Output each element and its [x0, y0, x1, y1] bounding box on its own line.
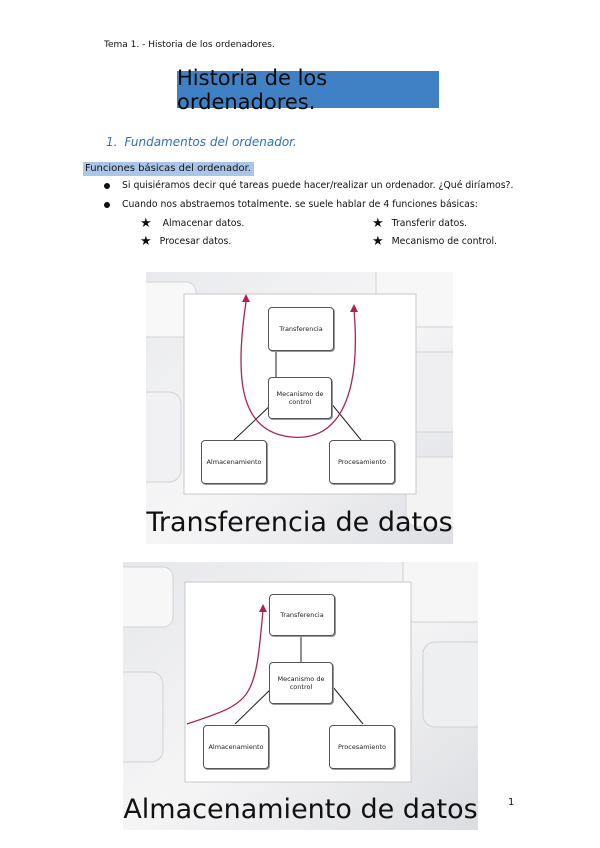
section-title: Fundamentos del ordenador.	[124, 135, 297, 149]
figure-almacenamiento	[123, 562, 478, 830]
function-text: Almacenar datos.	[162, 218, 245, 229]
function-text: Mecanismo de control.	[391, 236, 497, 247]
figure-caption: Almacenamiento de datos	[123, 794, 478, 825]
node-mecanismo-control: Mecanismo de control	[268, 377, 332, 419]
bullet-text: Si quisiéramos decir qué tareas puede hacer/realizar un ordenador. ¿Qué diríamos?.	[122, 180, 514, 191]
function-item	[372, 235, 497, 248]
bullet-item	[104, 180, 513, 191]
function-item	[372, 217, 467, 230]
figure-transferencia	[146, 272, 453, 544]
function-text: Transferir datos.	[391, 218, 468, 229]
bullet-dot-icon	[104, 183, 110, 189]
node-transferencia: Transferencia	[269, 594, 335, 636]
page-title	[177, 65, 439, 114]
section-heading	[106, 135, 297, 149]
function-text: Procesar datos.	[159, 236, 232, 247]
page-number: 1	[508, 797, 515, 808]
bullet-dot-icon	[104, 202, 110, 208]
page-title-text: Historia de los ordenadores.	[177, 65, 328, 114]
bullet-text: Cuando nos abstraemos totalmente. se suele hablar de 4 funciones básicas:	[122, 199, 478, 210]
star-icon: ★	[372, 234, 384, 249]
document-header: Tema 1. - Historia de los ordenadores.	[104, 40, 275, 50]
node-transferencia: Transferencia	[268, 307, 334, 351]
function-item	[140, 217, 244, 230]
bullet-item	[104, 199, 478, 210]
node-mecanismo-control: Mecanismo de control	[269, 662, 333, 704]
subheading: Funciones básicas del ordenador.	[83, 162, 254, 176]
figure-caption: Transferencia de datos	[146, 507, 453, 538]
node-almacenamiento: Almacenamiento	[201, 440, 267, 484]
node-almacenamiento: Almacenamiento	[203, 725, 269, 769]
node-procesamiento: Procesamiento	[329, 725, 395, 769]
star-icon: ★	[140, 234, 152, 249]
function-item	[140, 235, 231, 248]
star-icon: ★	[372, 216, 384, 231]
section-number: 1.	[106, 135, 118, 149]
node-procesamiento: Procesamiento	[329, 440, 395, 484]
star-icon: ★	[140, 216, 152, 231]
